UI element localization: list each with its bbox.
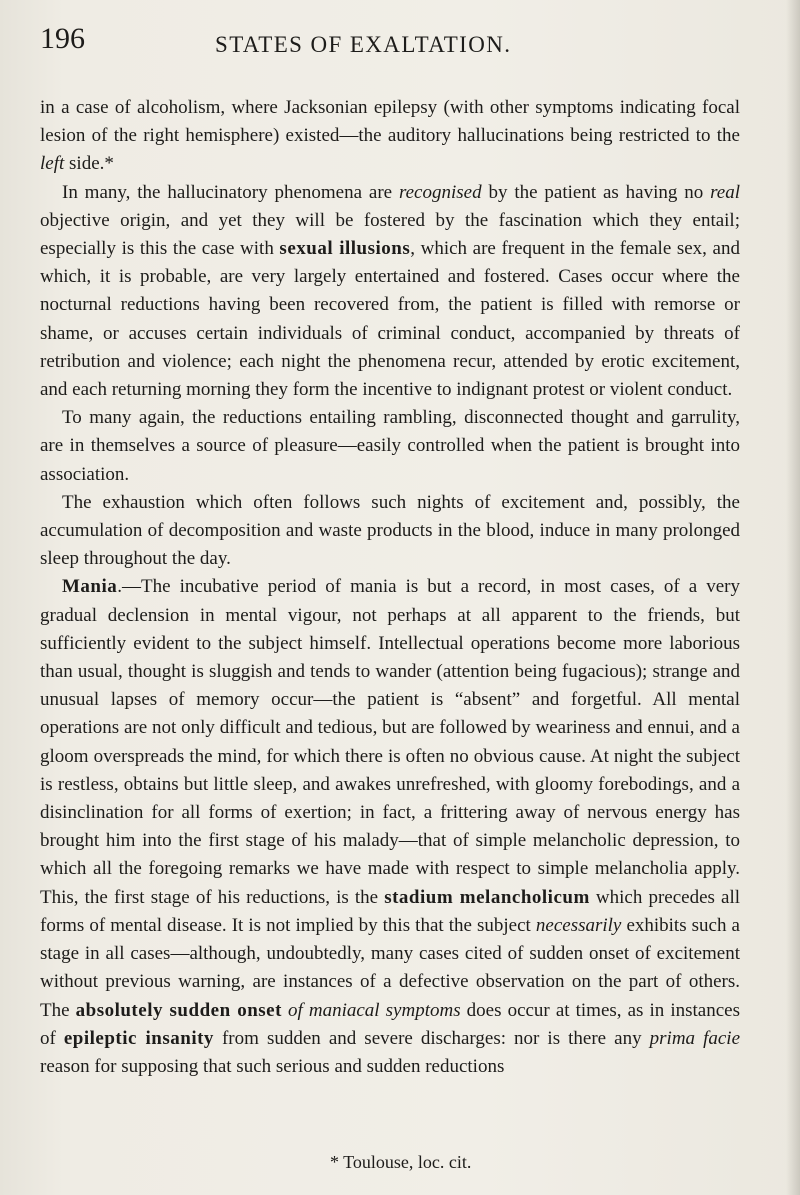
italic-text: necessarily <box>535 914 622 936</box>
emphasized-text: absolutely sudden onset <box>75 999 282 1021</box>
text-run: by the patient as having no <box>481 181 711 203</box>
paragraph <box>40 179 740 405</box>
italic-text: of maniacal symptoms <box>288 999 461 1021</box>
page-edge-shadow <box>786 0 800 1195</box>
text-run: exhibits such a stage in all cases—although, undoubtedly, many cases cited of sudden onset of excitement without previous warning, are instances of a defective observation on the part of others. The <box>40 914 740 1021</box>
page-number: 196 <box>40 22 85 55</box>
paragraph <box>40 404 740 489</box>
text-run: which precedes all forms of mental disease. It is not implied by this that the subject <box>40 886 741 936</box>
emphasized-text: sexual illusions <box>279 238 411 260</box>
emphasized-text: epileptic insanity <box>63 1027 214 1049</box>
running-title: STATES OF EXALTATION. <box>215 32 512 57</box>
paragraph <box>40 573 740 1081</box>
italic-text: prima facie <box>649 1027 741 1049</box>
body-text <box>40 94 740 1081</box>
emphasized-text: stadium melancholicum <box>384 886 590 908</box>
text-run: To many again, the reductions entailing rambling, disconnected thought and garrulity, are in themselves a source of pleasure—easily controlled when the patient is brought into association. <box>40 407 740 485</box>
text-run: .—The incubative period of mania is but a record, in most cases, of a very gradual declension in mental vigour, not perhaps at all apparent to the friends, but sufficiently evident to the subject himself. Intellectual operations become more laborious than usual, thought is sluggish and tends to wander (attention being fugacious); strange and unusual lapses of memory occur—the patient is “absent” and forgetful. All mental operations are not only difficult and tedious, but are followed by weariness and ennui, and a gloom overspreads the mind, for which there is often no obvious cause. At night the subject is restless, obtains but little sleep, and awakes unrefreshed, with gloomy forebodings, and a disinclination for all forms of exertion; in fact, a frittering away of nervous energy has brought him into the first stage of his malady—that of simple melancholic depression, to which all the foregoing remarks we have made with respect to simple melancholia apply. This, the first stage of his reductions, is the <box>40 576 740 908</box>
text-run: , which are frequent in the female sex, and which, it is probable, are very largely entertained and fostered. Cases occur where the nocturnal reductions having been recovered from, the patient is filled with remorse or shame, or accuses certain individuals of criminal conduct, accompanied by threats of retribution and violence; each night the phenomena recur, attended by erotic excitement, and each returning morning they form the incentive to indignant protest or violent conduct. <box>40 238 740 401</box>
footnote: * Toulouse, loc. cit. <box>330 1152 472 1172</box>
italic-text: real <box>710 181 740 203</box>
text-run: does occur at times, as in instances of <box>40 999 740 1049</box>
text-run: in a case of alcoholism, where Jacksonian epilepsy (with other symptoms indicating focal lesion of the right hemisphere) existed—the auditory hallucinations being restricted to the <box>40 97 740 147</box>
emphasized-text: Mania <box>62 576 118 598</box>
text-run: from sudden and severe discharges: nor is there any <box>213 1027 650 1049</box>
text-run: objective origin, and yet they will be fostered by the fascination which they entail; especially is this the case with <box>40 209 740 260</box>
text-run: reason for supposing that such serious and sudden reductions <box>40 1055 505 1077</box>
text-run: In many, the hallucinatory phenomena are <box>62 181 399 203</box>
paragraph <box>40 489 740 574</box>
text-run: The exhaustion which often follows such nights of excitement and, possibly, the accumulation of decomposition and waste products in the blood, induce in many prolonged sleep throughout the day. <box>40 491 740 570</box>
italic-text: left <box>40 153 65 175</box>
paragraph <box>40 94 740 179</box>
text-run: side.* <box>64 153 114 175</box>
italic-text: recognised <box>398 181 482 203</box>
running-head <box>0 20 800 64</box>
